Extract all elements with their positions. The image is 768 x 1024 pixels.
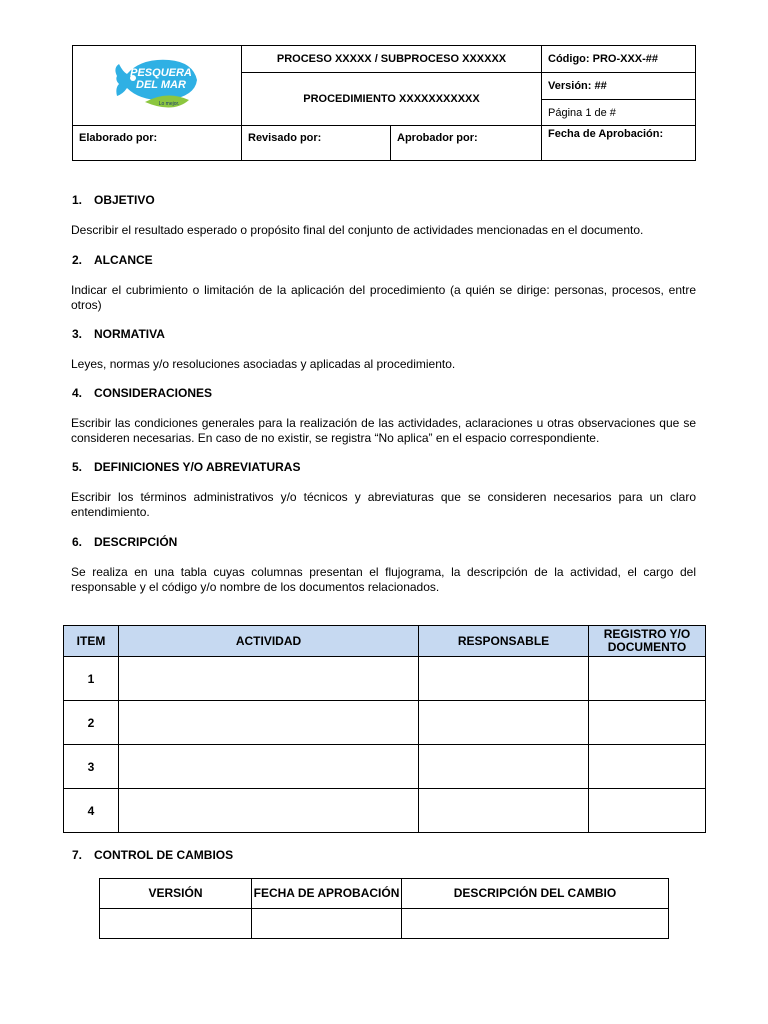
section-heading-definiciones: 5. DEFINICIONES Y/O ABREVIATURAS [72, 460, 301, 474]
table-row [100, 909, 669, 939]
table-row [64, 701, 706, 745]
change-description-cell[interactable] [402, 909, 669, 939]
logo-line1: PESQUERA [130, 67, 192, 79]
approver-label: Aprobador por: [391, 126, 542, 161]
table-row [64, 657, 706, 701]
date-cell[interactable] [252, 909, 402, 939]
record-cell[interactable] [589, 701, 706, 745]
activity-cell[interactable] [119, 657, 419, 701]
responsible-cell[interactable] [419, 745, 589, 789]
section-text-alcance: Indicar el cubrimiento o limitación de la aplicación del procedimiento (a quién se dirige: personas, procesos, entre otros) [71, 283, 696, 312]
changes-table [99, 878, 669, 939]
document-code: Código: PRO-XXX-## [542, 46, 696, 73]
process-title: PROCESO XXXXX / SUBPROCESO XXXXXX [242, 46, 542, 73]
fish-logo-icon [111, 54, 203, 114]
item-number: 3 [64, 745, 119, 789]
document-version: Versión: ## [542, 73, 696, 100]
section-text-definiciones: Escribir los términos administrativos y/o técnicos y abreviaturas que se consideren necesarios para un claro entendimiento. [71, 490, 696, 519]
record-cell[interactable] [589, 789, 706, 833]
logo-line2: DEL MAR [136, 79, 186, 91]
section-heading-objetivo: 1. OBJETIVO [72, 193, 155, 207]
procedure-title: PROCEDIMIENTO XXXXXXXXXXX [242, 73, 542, 126]
document-header-table [72, 45, 696, 161]
section-text-consideraciones: Escribir las condiciones generales para la realización de las actividades, aclaraciones u otras observaciones que se consideren necesarias. En caso de no existir, se registra “No aplica” en el espacio correspondiente. [71, 416, 696, 445]
col-header-responsable: RESPONSABLE [419, 626, 589, 657]
col-header-fecha: FECHA DE APROBACIÓN [252, 879, 402, 909]
section-heading-descripcion: 6. DESCRIPCIÓN [72, 535, 178, 549]
reviewed-by-label: Revisado por: [242, 126, 391, 161]
version-cell[interactable] [100, 909, 252, 939]
item-number: 2 [64, 701, 119, 745]
col-header-version: VERSIÓN [100, 879, 252, 909]
col-header-registro: REGISTRO Y/O DOCUMENTO [589, 626, 706, 657]
activity-cell[interactable] [119, 789, 419, 833]
activity-table [63, 625, 706, 833]
activity-cell[interactable] [119, 701, 419, 745]
changes-table-header [100, 879, 669, 909]
section-text-objetivo: Describir el resultado esperado o propósito final del conjunto de actividades mencionadas en el documento. [71, 223, 644, 237]
activity-table-header [64, 626, 706, 657]
section-heading-normativa: 3. NORMATIVA [72, 327, 165, 341]
table-row [64, 789, 706, 833]
section-heading-alcance: 2. ALCANCE [72, 253, 153, 267]
item-number: 1 [64, 657, 119, 701]
prepared-by-label: Elaborado por: [73, 126, 242, 161]
section-heading-control-cambios: 7. CONTROL DE CAMBIOS [72, 848, 234, 862]
col-header-actividad: ACTIVIDAD [119, 626, 419, 657]
responsible-cell[interactable] [419, 657, 589, 701]
page-number: Página 1 de # [542, 100, 696, 126]
section-heading-consideraciones: 4. CONSIDERACIONES [72, 386, 213, 400]
col-header-descripcion-cambio: DESCRIPCIÓN DEL CAMBIO [402, 879, 669, 909]
approval-date-label: Fecha de Aprobación: [542, 126, 696, 161]
responsible-cell[interactable] [419, 789, 589, 833]
activity-cell[interactable] [119, 745, 419, 789]
responsible-cell[interactable] [419, 701, 589, 745]
item-number: 4 [64, 789, 119, 833]
logo-tagline: Lo mejor. [158, 101, 180, 107]
col-header-item: ITEM [64, 626, 119, 657]
section-text-normativa: Leyes, normas y/o resoluciones asociadas y aplicadas al procedimiento. [71, 357, 456, 371]
record-cell[interactable] [589, 657, 706, 701]
table-row [64, 745, 706, 789]
record-cell[interactable] [589, 745, 706, 789]
company-logo [73, 46, 242, 126]
section-text-descripcion: Se realiza en una tabla cuyas columnas presentan el flujograma, la descripción de la actividad, el cargo del responsable y el código y/o nombre de los documentos relacionados. [71, 565, 696, 594]
